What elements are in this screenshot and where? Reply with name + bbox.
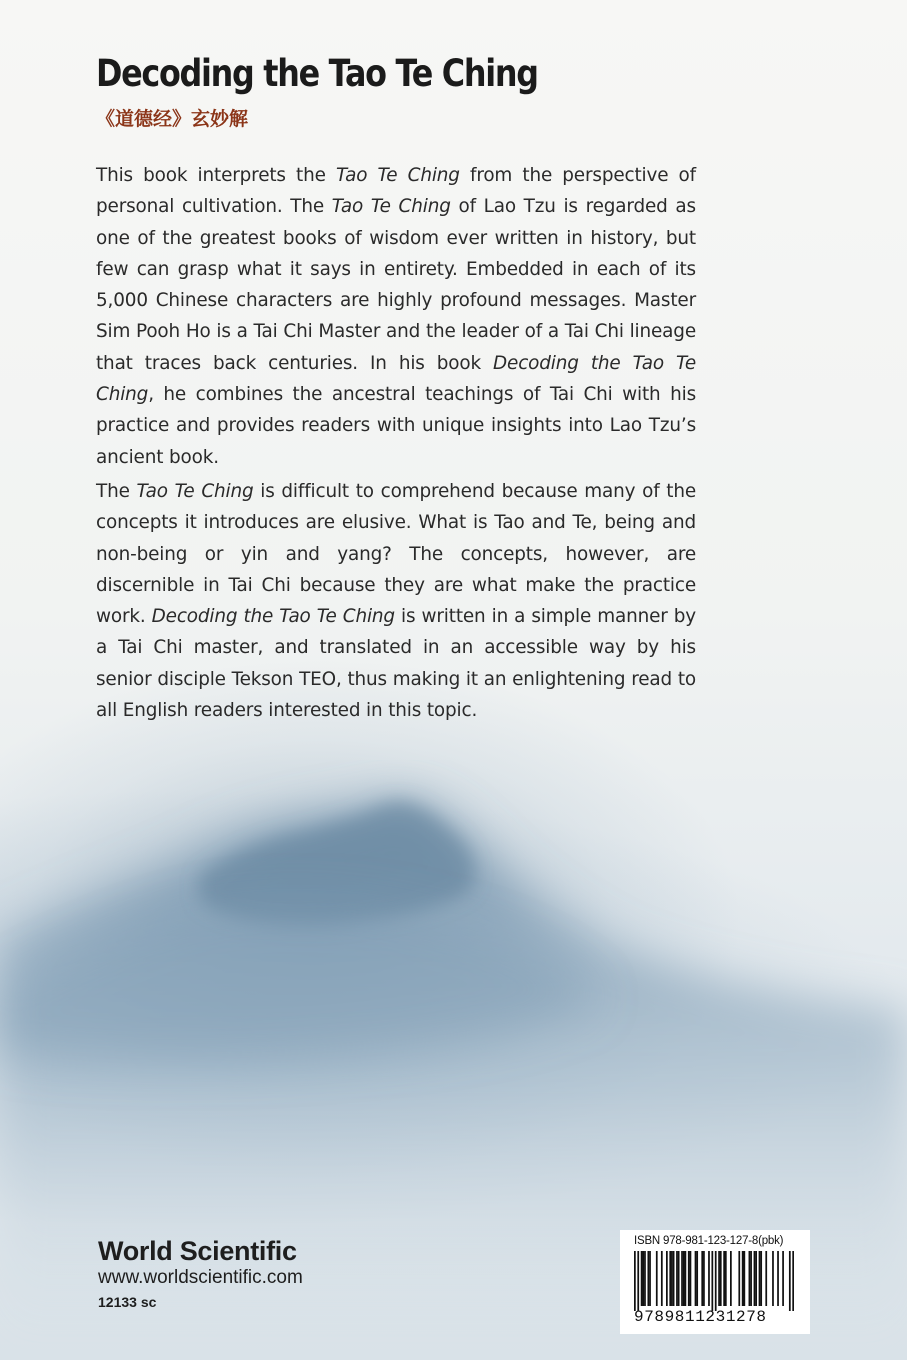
- barcode-bar: [742, 1251, 744, 1306]
- barcode-bar: [792, 1251, 794, 1311]
- barcode-bar: [749, 1251, 751, 1306]
- barcode-bar: [725, 1251, 727, 1306]
- barcode-bar: [676, 1251, 678, 1306]
- barcode-bar: [789, 1251, 791, 1311]
- barcode-bar: [641, 1251, 643, 1306]
- barcode-bar: [754, 1251, 756, 1306]
- barcode-bar: [688, 1251, 690, 1306]
- barcode-bar: [671, 1251, 673, 1306]
- book-title-italic: Decoding the Tao Te Ching: [151, 606, 395, 628]
- publisher-name: World Scientific: [98, 1236, 297, 1266]
- barcode-bar: [661, 1251, 663, 1306]
- blurb-text: The: [96, 481, 137, 502]
- book-title-italic: Tao Te Ching: [136, 481, 254, 502]
- barcode-bar: [681, 1251, 683, 1306]
- barcode-bar: [690, 1251, 692, 1306]
- barcode-bar: [644, 1251, 646, 1306]
- barcode-bar: [666, 1251, 668, 1306]
- blurb-text: is difficult to comprehend because many of the concepts it introduces are elusive. What is Tao and Te, being and non-being or yin and yang? The concepts, however, are discernible in Tai Chi because they are what make the practice work.: [96, 481, 696, 628]
- barcode-bar: [711, 1251, 713, 1311]
- barcode-bar: [708, 1251, 710, 1306]
- barcode-bar: [765, 1251, 767, 1306]
- barcode-bar: [656, 1251, 658, 1306]
- book-title-italic: Decoding the Tao Te Ching: [96, 352, 696, 406]
- barcode-bar: [695, 1251, 697, 1306]
- barcode-bar: [647, 1251, 649, 1306]
- barcode-bar: [738, 1251, 740, 1306]
- blurb-text: is written in a simple manner by a Tai Chi master, and translated in an accessible way by his senior disciple Tekson TEO, thus making it an enlightening read to all English readers interested in this topic.: [96, 606, 696, 722]
- book-title-italic: Tao Te Ching: [335, 165, 460, 186]
- barcode-bar: [642, 1251, 644, 1306]
- blurb-text: This book interprets the: [96, 165, 336, 186]
- barcode-bar: [755, 1251, 757, 1306]
- isbn-barcode: [620, 1230, 810, 1334]
- barcode-bar: [637, 1251, 639, 1311]
- catalog-code: 12133 sc: [98, 1294, 157, 1310]
- barcode-bar: [777, 1251, 779, 1306]
- barcode-bar: [715, 1251, 717, 1311]
- barcode-bar: [683, 1251, 685, 1306]
- barcode-bar: [760, 1251, 762, 1306]
- barcode-bar: [750, 1251, 752, 1306]
- barcode-bar: [720, 1251, 722, 1306]
- barcode-bar: [669, 1251, 671, 1306]
- barcode-bar: [782, 1251, 784, 1306]
- blurb-text: , he combines the ancestral teachings of Tai Chi with his practice and provides readers with unique insights into Lao Tzu’s ancient book.: [96, 384, 696, 468]
- book-title-italic: Tao Te Ching: [331, 196, 451, 218]
- barcode-bar: [649, 1251, 651, 1306]
- blurb-paragraph-1: [96, 160, 696, 473]
- blurb-text: from the perspective of personal cultivation. The: [96, 165, 696, 218]
- publisher-website[interactable]: www.worldscientific.com: [98, 1267, 303, 1288]
- barcode-bars: [634, 1251, 794, 1311]
- barcode-bar: [701, 1251, 703, 1306]
- barcode-bar: [759, 1251, 761, 1306]
- barcode-bar: [723, 1251, 725, 1306]
- barcode-bar: [685, 1251, 687, 1306]
- barcode-bar: [718, 1251, 720, 1306]
- barcode-bar: [696, 1251, 698, 1306]
- isbn-label: ISBN 978-981-123-127-8(pbk): [634, 1235, 784, 1247]
- barcode-bar: [678, 1251, 680, 1306]
- blurb-text: of Lao Tzu is regarded as one of the greatest books of wisdom ever written in history, but few can grasp what it says in entirety. Embedded in each of its 5,000 Chinese characters are highly profound messages. Master Sim Pooh Ho is a Tai Chi Master and the leader of a Tai Chi lineage that traces back centuries. In his book: [96, 196, 696, 374]
- barcode-bar: [772, 1251, 774, 1306]
- chinese-subtitle: 《道德经》玄妙解: [96, 108, 249, 130]
- barcode-bar: [743, 1251, 745, 1306]
- blurb-paragraph-2: [96, 476, 696, 726]
- barcode-digits: 9789811231278: [634, 1308, 767, 1326]
- book-title: Decoding the Tao Te Ching: [96, 52, 538, 95]
- barcode-bar: [730, 1251, 732, 1306]
- barcode-bar: [673, 1251, 675, 1306]
- barcode-bar: [703, 1251, 705, 1306]
- barcode-bar: [634, 1251, 636, 1311]
